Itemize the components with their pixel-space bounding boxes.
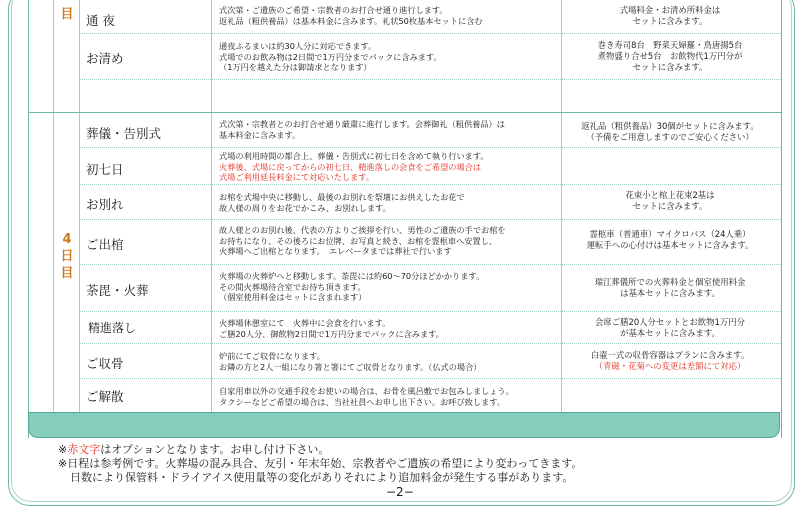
- desc-line: 式次第・ご遺族のご希望・宗教者のお打合せ通り進行します。: [219, 5, 448, 15]
- desc-line: （個室使用料金はセットに含まれます）: [219, 292, 367, 303]
- note-line: 瑞江葬儀所での火葬料金と個室使用料金: [594, 277, 746, 287]
- row-note-shoujin: [563, 317, 777, 339]
- row-divider: [79, 311, 781, 312]
- footer-option-text: はオプションとなります。お申し付け下さい。: [100, 443, 330, 456]
- row-divider: [79, 264, 781, 265]
- footer-mark: ※: [58, 443, 68, 456]
- row-note-owakare: [563, 190, 777, 212]
- desc-line: 自家用車以外の交通手段をお使いの場合は、お骨を風呂敷でお包みしましょう。: [219, 386, 514, 396]
- desc-line: 故人様とのお別れ後、代表の方よりご挨拶を行い、男性のご遺族の手でお棺を: [219, 225, 506, 235]
- table-bottom-band: [28, 412, 780, 438]
- row-name-shoujin: 精進落し: [88, 321, 137, 335]
- desc-line: 故人様の周りをお花でかこみ、お別れします。: [219, 202, 391, 213]
- desc-line: ご膳20人分、御飲物2日間で1万円分までパックに含みます。: [219, 328, 444, 339]
- note-line: は基本セットに含みます。: [620, 288, 720, 298]
- row-note-sougi: [563, 121, 777, 143]
- footer-fee-note: 日数により保管料・ドライアイス使用量等の変化がありそれにより追加料金が発生する事があります。: [70, 471, 574, 484]
- col-divider-1: [53, 0, 54, 412]
- row-note-shukkan: [563, 229, 777, 251]
- desc-line: タクシーなどご希望の場合は、当社社員へお申し出下さい。お呼び致します。: [219, 396, 505, 407]
- row-desc-owakare: [219, 192, 557, 213]
- page-number: −2−: [386, 485, 414, 499]
- day-label-4-char2: 目: [60, 266, 74, 281]
- row-desc-shoujin: [219, 318, 557, 339]
- note-line: セットに含みます。: [632, 16, 708, 26]
- row-name-tsuya: 通 夜: [86, 13, 115, 28]
- row-note-shuukotsu: [563, 350, 777, 372]
- row-name-kasou: 荼毘・火葬: [86, 283, 149, 298]
- day-label-top: 目: [60, 7, 74, 22]
- row-divider: [79, 147, 781, 148]
- desc-line: 火葬場へご出棺となります。 エレベータまでは葬社で行います: [219, 246, 452, 257]
- row-desc-kasou: [219, 271, 557, 303]
- row-note-tsuya: [563, 5, 777, 27]
- col-divider-3: [211, 0, 212, 412]
- row-desc-okiyome: [219, 41, 557, 73]
- note-line: 運転手への心付けは基本セットに含みます。: [586, 240, 754, 250]
- note-line: 霊柩車（普通車）マイクロバス（24人乗）: [589, 229, 751, 239]
- row-name-okiyome: お清め: [86, 51, 124, 66]
- row-name-shonanoka: 初七日: [86, 162, 124, 177]
- day-label-4: [57, 231, 77, 282]
- note-line: 返礼品（粗供養品）30個がセットに含みます。: [581, 121, 759, 131]
- note-line: （予備をご用意しますのでご安心ください）: [586, 132, 754, 142]
- note-line-option: （青磁・花菊への変更は差額にて対応）: [594, 361, 746, 371]
- desc-line: （1万円を越えた分は御請求となります）: [219, 62, 372, 73]
- row-name-owakare: お別れ: [86, 197, 124, 212]
- desc-line: 式場の利用時間の都合上、葬儀・告別式に初七日を含めて執り行います。: [219, 151, 489, 161]
- note-line: 式場料金・お清め所料金は: [619, 5, 721, 15]
- desc-line-option: 火葬後、式場に戻ってからの初七日、精進落しの会食をご希望の場合は: [219, 161, 482, 172]
- note-line: が基本セットに含みます。: [620, 328, 720, 338]
- row-divider: [79, 79, 781, 80]
- row-name-shuukotsu: ご収骨: [86, 356, 124, 371]
- note-line: 白壷一式の収骨容器はプランに含みます。: [590, 350, 750, 360]
- row-divider: [79, 33, 781, 34]
- desc-line: 火葬場休憩室にて 火葬中に会食を行います。: [219, 318, 391, 328]
- row-desc-kaisan: [219, 386, 557, 407]
- footer-red-text: 赤文字: [67, 443, 101, 456]
- desc-line: その間火葬場待合室でお待ち頂きます。: [219, 281, 366, 292]
- day-label-4-char1: 日: [60, 249, 74, 264]
- row-divider: [79, 184, 781, 185]
- desc-line: お隣の方と2人一組になり箸と箸にてご収骨となります。（仏式の場合）: [219, 361, 482, 372]
- row-note-okiyome: [563, 40, 777, 73]
- note-line: セットに含みます。: [632, 62, 708, 72]
- col-divider-2: [79, 0, 80, 412]
- desc-line: 式場でのお飲み物は2日間で1万円分までパックに含みます。: [219, 51, 442, 62]
- note-line: 煮物盛り合せ5台 お飲物代1万円分が: [597, 51, 743, 61]
- row-desc-sougi: [219, 119, 557, 140]
- day-label-4-number: 4: [62, 232, 72, 247]
- row-divider: [79, 343, 781, 344]
- row-divider: [79, 219, 781, 220]
- footer-option-note: [58, 443, 329, 457]
- desc-line: 返礼品（粗供養品）は基本料金に含みます。礼状50枚基本セットに含む: [219, 15, 483, 26]
- row-desc-tsuya: [219, 5, 557, 26]
- desc-line: 炉前にてご収骨になります。: [219, 351, 325, 361]
- desc-line: 通夜ふるまいは約30人分に対応できます。: [219, 41, 377, 51]
- note-line: 会席ご膳20人分セットとお飲物1万円分: [595, 317, 745, 327]
- row-desc-shukkan: [219, 225, 557, 257]
- row-note-kasou: [563, 277, 777, 299]
- row-desc-shuukotsu: [219, 351, 557, 372]
- desc-line: 基本料金に含みます。: [219, 129, 301, 140]
- row-desc-shonanoka: [219, 151, 557, 183]
- note-line: 花束小と棺上花束2基は: [625, 190, 715, 200]
- desc-line: 火葬場の火葬炉へと移動します。荼毘には約60～70分ほどかかります。: [219, 271, 485, 281]
- desc-line: 式次第・宗教者とのお打合せ通り厳粛に進行します。会葬御礼（粗供養品）は: [219, 119, 505, 129]
- footer-schedule-note: ※日程は参考例です。火葬場の混み具合、友引・年末年始、宗教者やご遺族の希望により変わってきます。: [58, 457, 583, 470]
- note-line: セットに含みます。: [632, 201, 708, 211]
- note-line: 巻き寿司8台 野菜天婦羅・鳥唐揚5台: [597, 40, 743, 50]
- desc-line-option: 式場ご利用延長料金にて対応いたします。: [219, 172, 374, 183]
- row-divider: [79, 378, 781, 379]
- row-name-shukkan: ご出棺: [86, 237, 124, 252]
- col-divider-4: [561, 0, 562, 412]
- day-divider: [29, 112, 781, 113]
- row-name-sougi: 葬儀・告別式: [86, 126, 162, 141]
- row-name-kaisan: ご解散: [86, 389, 124, 404]
- desc-line: お棺を式場中央に移動し、最後のお別れを祭壇にお供えしたお花で: [219, 192, 465, 202]
- desc-line: お持ちになり、その後ろにお位牌、お写真と続き、お棺を霊柩車へ安置し、: [219, 235, 498, 246]
